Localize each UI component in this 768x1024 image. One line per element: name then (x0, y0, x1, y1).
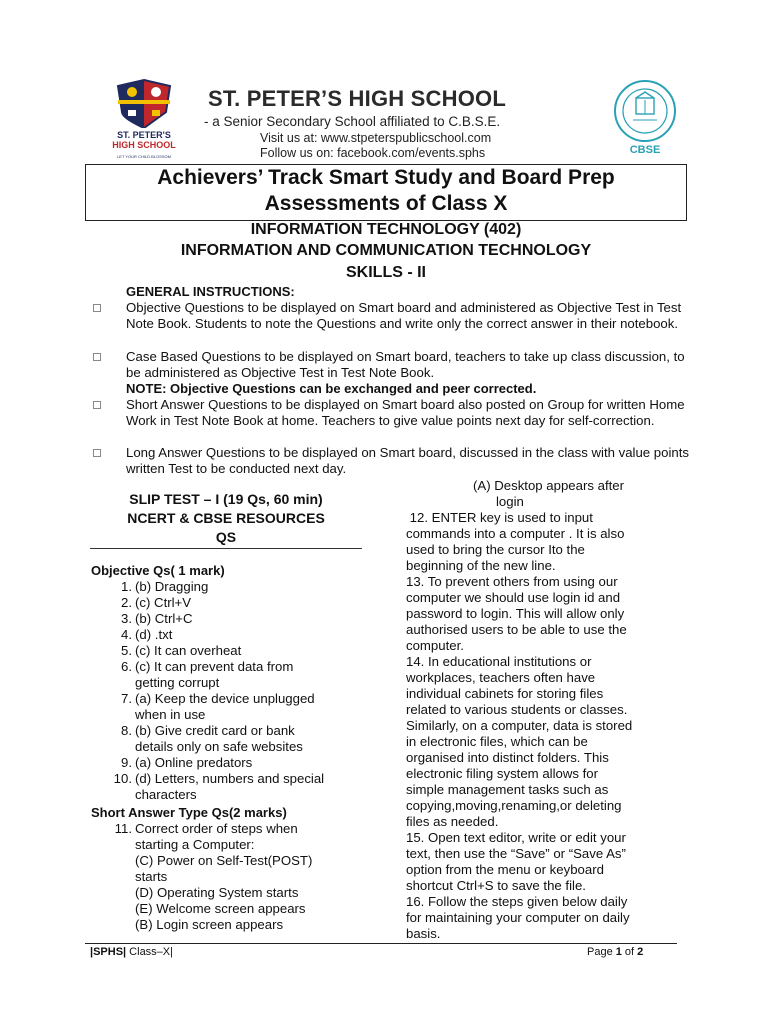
instructions-heading: GENERAL INSTRUCTIONS: (126, 284, 295, 299)
logo-tagline: LET YOUR CHILD BLOSSOM (117, 154, 171, 159)
letterhead (90, 74, 687, 166)
instruction-item: Long Answer Questions to be displayed on Smart board, discussed in the class with value points written Test to be conducted next day. (90, 445, 690, 477)
step-a-line-2: login (496, 494, 524, 509)
step-a-line: (A) Desktop appears after (473, 478, 624, 493)
slip-test-qs: QS (215, 529, 237, 545)
objective-heading: Objective Qs( 1 mark) (91, 563, 225, 578)
school-name: ST. PETER’S HIGH SCHOOL (208, 86, 506, 111)
facebook-text: Follow us on: facebook.com/events.sphs (260, 146, 486, 160)
title-line-2: Assessments of Class X (264, 192, 508, 215)
instruction-item: Short Answer Questions to be displayed on Smart board also posted on Group for written Home Work in Test Note Book at home. Teachers to give value points next day for self-correction. (90, 397, 690, 429)
list-item: 11. Correct order of steps when starting a Computer: (C) Power on Self-Test(POST) starts (D) Operating System starts (E) Welcome screen appears (B) Login screen appears (114, 821, 313, 932)
list-item: 1. (b) Dragging (121, 579, 209, 594)
subject-line-1: INFORMATION TECHNOLOGY (402) (250, 221, 522, 238)
page-number: Page 1 of 2 (587, 946, 644, 958)
list-item: 2. (c) Ctrl+V (121, 595, 192, 610)
list-item: 8. (b) Give credit card or bank details only on safe websites (121, 723, 303, 754)
checkbox-bullet-icon (93, 304, 101, 312)
website-text: Visit us at: www.stpeterspublicschool.com (260, 131, 492, 145)
checkbox-bullet-icon (93, 353, 101, 361)
list-item: 3. (b) Ctrl+C (121, 611, 193, 626)
footer-divider (85, 943, 677, 944)
instruction-item: Objective Questions to be displayed on Smart board and administered as Objective Test in Test Note Book. Students to note the Questions and write only the correct answer in their notebook. (90, 300, 690, 332)
instruction-item: Case Based Questions to be displayed on Smart board, teachers to take up class discussion, to be administered as Objective Test in Test Note Book. (90, 349, 690, 381)
list-item: 6. (c) It can prevent data from getting corrupt (121, 659, 294, 690)
slip-test-title: SLIP TEST – I (19 Qs, 60 min) (129, 491, 323, 507)
short-answer-list (110, 821, 360, 933)
answers-column-right: 12. ENTER key is used to input commands into a computer . It is also used to bring the cursor Ito the beginning of the new line. 13. To prevent others from using our computer we should use login id and password to login. This will allow only authorised users to be able to use the computer. 14. In educational institutions or workplaces, teachers often have individual cabinets for storing files related to various students or classes. Similarly, on a computer, data is stored in electronic files, which can be organised into distinct folders. This electronic filing system allows for simple management tasks such as copying,moving,renaming,or deleting files as needed. 15. Open text editor, write or edit your text, then use the “Save” or “Save As” option from the menu or keyboard shortcut Ctrl+S to save the file. 16. Follow the steps given below daily for maintaining your computer on daily basis. (406, 510, 633, 941)
school-crest-icon (114, 78, 174, 128)
checkbox-bullet-icon (93, 401, 101, 409)
section-divider (90, 548, 362, 549)
short-answer-heading: Short Answer Type Qs(2 marks) (91, 805, 287, 820)
footer-left: |SPHS| Class–X| (90, 946, 173, 958)
list-item: 9. (a) Online predators (121, 755, 253, 770)
list-item: 10. (d) Letters, numbers and special characters (113, 771, 325, 802)
affiliation-text: - a Senior Secondary School affiliated to C.B.S.E. (204, 114, 501, 129)
objective-answer-list (110, 579, 360, 803)
title-line-1: Achievers’ Track Smart Study and Board Prep (157, 166, 615, 189)
cbse-label: CBSE (629, 144, 661, 156)
list-item: 5. (c) It can overheat (121, 643, 242, 658)
subject-line-3: SKILLS - II (346, 264, 426, 281)
cbse-logo (609, 78, 681, 158)
list-item: 7. (a) Keep the device unplugged when in use (121, 691, 315, 722)
checkbox-bullet-icon (93, 449, 101, 457)
logo-school-name: ST. PETER'S HIGH SCHOOL (112, 130, 176, 150)
list-item: 4. (d) .txt (121, 627, 173, 642)
school-logo (108, 78, 180, 162)
instruction-note: NOTE: Objective Questions can be exchanged and peer corrected. (126, 381, 537, 396)
title-box (85, 164, 687, 221)
subject-line-2: INFORMATION AND COMMUNICATION TECHNOLOGY (180, 242, 592, 259)
slip-test-subtitle: NCERT & CBSE RESOURCES (127, 510, 325, 526)
cbse-seal-icon (609, 78, 681, 158)
